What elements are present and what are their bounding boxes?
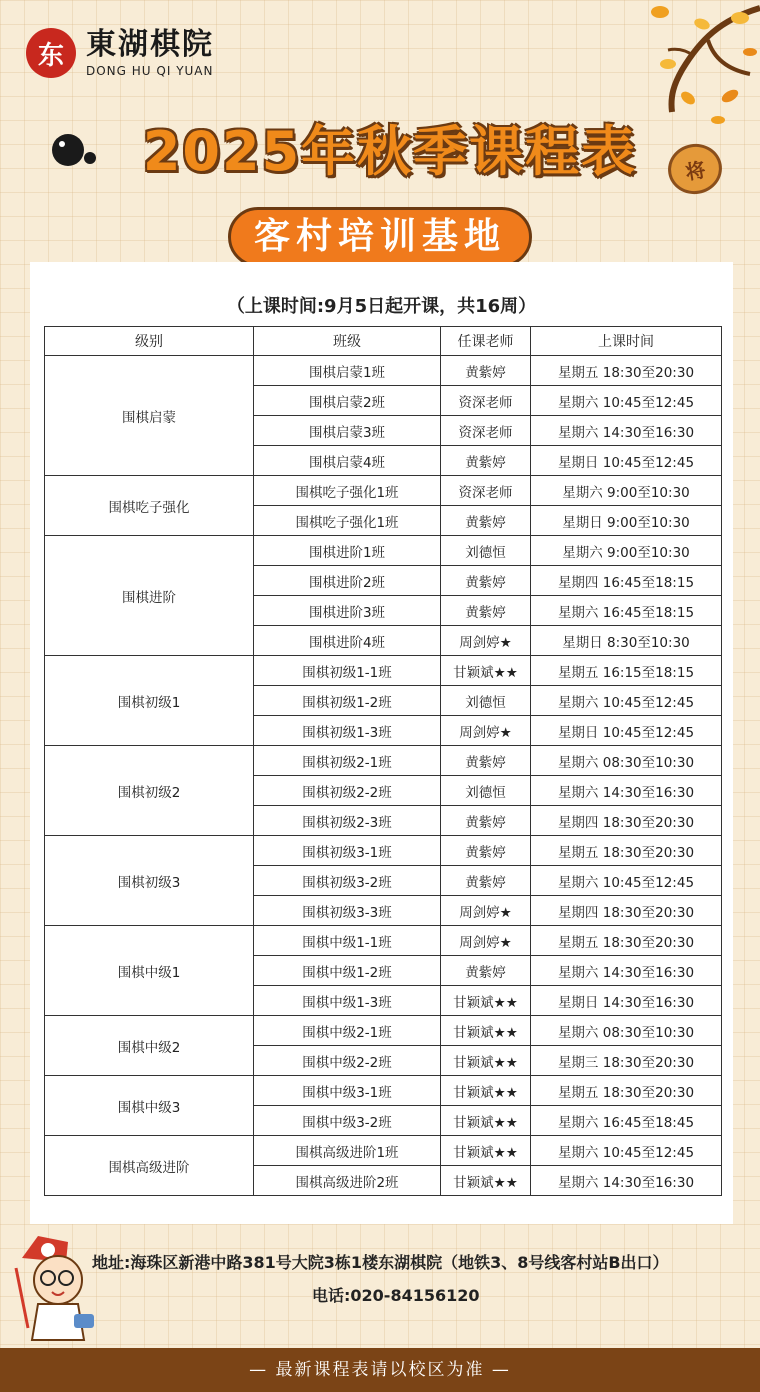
level-cell: 围棋中级2	[45, 1016, 254, 1076]
phone-text: 电话:020-84156120	[312, 1286, 480, 1305]
level-cell: 围棋中级1	[45, 926, 254, 1016]
time-cell: 星期六 9:00至10:30	[531, 536, 722, 566]
time-cell: 星期六 10:45至12:45	[531, 386, 722, 416]
table-row	[45, 356, 722, 386]
chess-piece-icon: 将	[664, 140, 726, 199]
teacher-cell: 甘颖斌★★	[441, 1106, 531, 1136]
time-cell: 星期六 10:45至12:45	[531, 1136, 722, 1166]
table-row	[45, 746, 722, 776]
level-cell: 围棋高级进阶	[45, 1136, 254, 1196]
teacher-cell: 资深老师	[441, 416, 531, 446]
time-cell: 星期六 9:00至10:30	[531, 476, 722, 506]
time-cell: 星期五 18:30至20:30	[531, 926, 722, 956]
class-cell: 围棋初级1-1班	[254, 656, 441, 686]
teacher-cell: 甘颖斌★★	[441, 1016, 531, 1046]
time-cell: 星期五 18:30至20:30	[531, 356, 722, 386]
class-cell: 围棋启蒙1班	[254, 356, 441, 386]
class-cell: 围棋初级1-2班	[254, 686, 441, 716]
class-cell: 围棋启蒙2班	[254, 386, 441, 416]
teacher-cell: 周剑婷★	[441, 926, 531, 956]
col-header-level: 级别	[45, 327, 254, 356]
time-cell: 星期六 16:45至18:15	[531, 596, 722, 626]
footer-notice: — 最新课程表请以校区为准 —	[0, 1348, 760, 1392]
teacher-cell: 黄紫婷	[441, 356, 531, 386]
class-cell: 围棋吃子强化1班	[254, 506, 441, 536]
class-cell: 围棋进阶4班	[254, 626, 441, 656]
class-cell: 围棋中级1-2班	[254, 956, 441, 986]
class-cell: 围棋吃子强化1班	[254, 476, 441, 506]
teacher-cell: 甘颖斌★★	[441, 656, 531, 686]
class-cell: 围棋中级2-1班	[254, 1016, 441, 1046]
time-cell: 星期六 14:30至16:30	[531, 1166, 722, 1196]
time-cell: 星期六 10:45至12:45	[531, 686, 722, 716]
time-cell: 星期六 08:30至10:30	[531, 1016, 722, 1046]
class-cell: 围棋中级2-2班	[254, 1046, 441, 1076]
teacher-cell: 黄紫婷	[441, 866, 531, 896]
class-cell: 围棋初级3-1班	[254, 836, 441, 866]
class-cell: 围棋中级3-2班	[254, 1106, 441, 1136]
class-cell: 围棋进阶1班	[254, 536, 441, 566]
teacher-cell: 黄紫婷	[441, 566, 531, 596]
teacher-cell: 甘颖斌★★	[441, 1166, 531, 1196]
class-cell: 围棋初级3-3班	[254, 896, 441, 926]
teacher-cell: 甘颖斌★★	[441, 1136, 531, 1166]
class-cell: 围棋进阶2班	[254, 566, 441, 596]
class-cell: 围棋中级3-1班	[254, 1076, 441, 1106]
table-row	[45, 476, 722, 506]
teacher-cell: 周剑婷★	[441, 896, 531, 926]
class-cell: 围棋高级进阶2班	[254, 1166, 441, 1196]
table-header-row	[45, 327, 722, 356]
table-row	[45, 536, 722, 566]
table-body	[45, 356, 722, 1196]
logo-name-en: DONG HU QI YUAN	[86, 64, 214, 78]
address-text: 地址:海珠区新港中路381号大院3栋1楼东湖棋院（地铁3、8号线客村站B出口）	[92, 1253, 669, 1272]
teacher-cell: 黄紫婷	[441, 806, 531, 836]
level-cell: 围棋初级2	[45, 746, 254, 836]
teacher-cell: 黄紫婷	[441, 746, 531, 776]
time-cell: 星期日 10:45至12:45	[531, 716, 722, 746]
schedule-card	[30, 262, 733, 1224]
teacher-cell: 黄紫婷	[441, 836, 531, 866]
col-header-class: 班级	[254, 327, 441, 356]
teacher-cell: 甘颖斌★★	[441, 1046, 531, 1076]
table-row	[45, 656, 722, 686]
time-cell: 星期四 18:30至20:30	[531, 806, 722, 836]
table-row	[45, 836, 722, 866]
logo	[26, 28, 214, 78]
time-cell: 星期六 08:30至10:30	[531, 746, 722, 776]
time-cell: 星期六 14:30至16:30	[531, 956, 722, 986]
table-row	[45, 1136, 722, 1166]
teacher-cell: 刘德恒	[441, 536, 531, 566]
class-cell: 围棋初级2-3班	[254, 806, 441, 836]
col-header-teacher: 任课老师	[441, 327, 531, 356]
teacher-cell: 黄紫婷	[441, 596, 531, 626]
teacher-cell: 甘颖斌★★	[441, 986, 531, 1016]
teacher-cell: 甘颖斌★★	[441, 1076, 531, 1106]
time-cell: 星期日 9:00至10:30	[531, 506, 722, 536]
level-cell: 围棋初级1	[45, 656, 254, 746]
class-cell: 围棋初级2-1班	[254, 746, 441, 776]
class-cell: 围棋启蒙3班	[254, 416, 441, 446]
time-cell: 星期六 14:30至16:30	[531, 776, 722, 806]
teacher-cell: 黄紫婷	[441, 956, 531, 986]
teacher-cell: 周剑婷★	[441, 626, 531, 656]
class-cell: 围棋启蒙4班	[254, 446, 441, 476]
level-cell: 围棋进阶	[45, 536, 254, 656]
class-cell: 围棋高级进阶1班	[254, 1136, 441, 1166]
teacher-cell: 周剑婷★	[441, 716, 531, 746]
time-cell: 星期六 14:30至16:30	[531, 416, 722, 446]
col-header-time: 上课时间	[531, 327, 722, 356]
time-cell: 星期六 16:45至18:45	[531, 1106, 722, 1136]
level-cell: 围棋中级3	[45, 1076, 254, 1136]
class-cell: 围棋进阶3班	[254, 596, 441, 626]
time-cell: 星期五 16:15至18:15	[531, 656, 722, 686]
time-cell: 星期四 18:30至20:30	[531, 896, 722, 926]
time-cell: 星期六 10:45至12:45	[531, 866, 722, 896]
level-cell: 围棋初级3	[45, 836, 254, 926]
teacher-cell: 黄紫婷	[441, 446, 531, 476]
logo-mark: 东	[26, 28, 76, 78]
time-cell: 星期四 16:45至18:15	[531, 566, 722, 596]
teacher-cell: 刘德恒	[441, 776, 531, 806]
logo-text	[86, 28, 214, 78]
table-row	[45, 1016, 722, 1046]
teacher-cell: 黄紫婷	[441, 506, 531, 536]
time-cell: 星期五 18:30至20:30	[531, 836, 722, 866]
time-cell: 星期日 10:45至12:45	[531, 446, 722, 476]
teacher-cell: 资深老师	[441, 386, 531, 416]
teacher-cell: 资深老师	[441, 476, 531, 506]
time-cell: 星期三 18:30至20:30	[531, 1046, 722, 1076]
class-cell: 围棋初级3-2班	[254, 866, 441, 896]
table-row	[45, 1076, 722, 1106]
logo-name-cn: 東湖棋院	[86, 27, 214, 62]
schedule-table	[44, 326, 722, 1196]
time-cell: 星期日 8:30至10:30	[531, 626, 722, 656]
level-cell: 围棋吃子强化	[45, 476, 254, 536]
class-cell: 围棋初级1-3班	[254, 716, 441, 746]
class-cell: 围棋初级2-2班	[254, 776, 441, 806]
class-cell: 围棋中级1-3班	[254, 986, 441, 1016]
subtitle-badge: 客村培训基地	[228, 207, 532, 267]
level-cell: 围棋启蒙	[45, 356, 254, 476]
table-row	[45, 926, 722, 956]
teacher-cell: 刘德恒	[441, 686, 531, 716]
main-title: 2025年秋季课程表	[142, 120, 638, 183]
schedule-heading: （上课时间:9月5日起开课，共16周）	[226, 296, 537, 317]
mascot-illustration	[8, 1228, 118, 1348]
time-cell: 星期日 14:30至16:30	[531, 986, 722, 1016]
time-cell: 星期五 18:30至20:30	[531, 1076, 722, 1106]
class-cell: 围棋中级1-1班	[254, 926, 441, 956]
